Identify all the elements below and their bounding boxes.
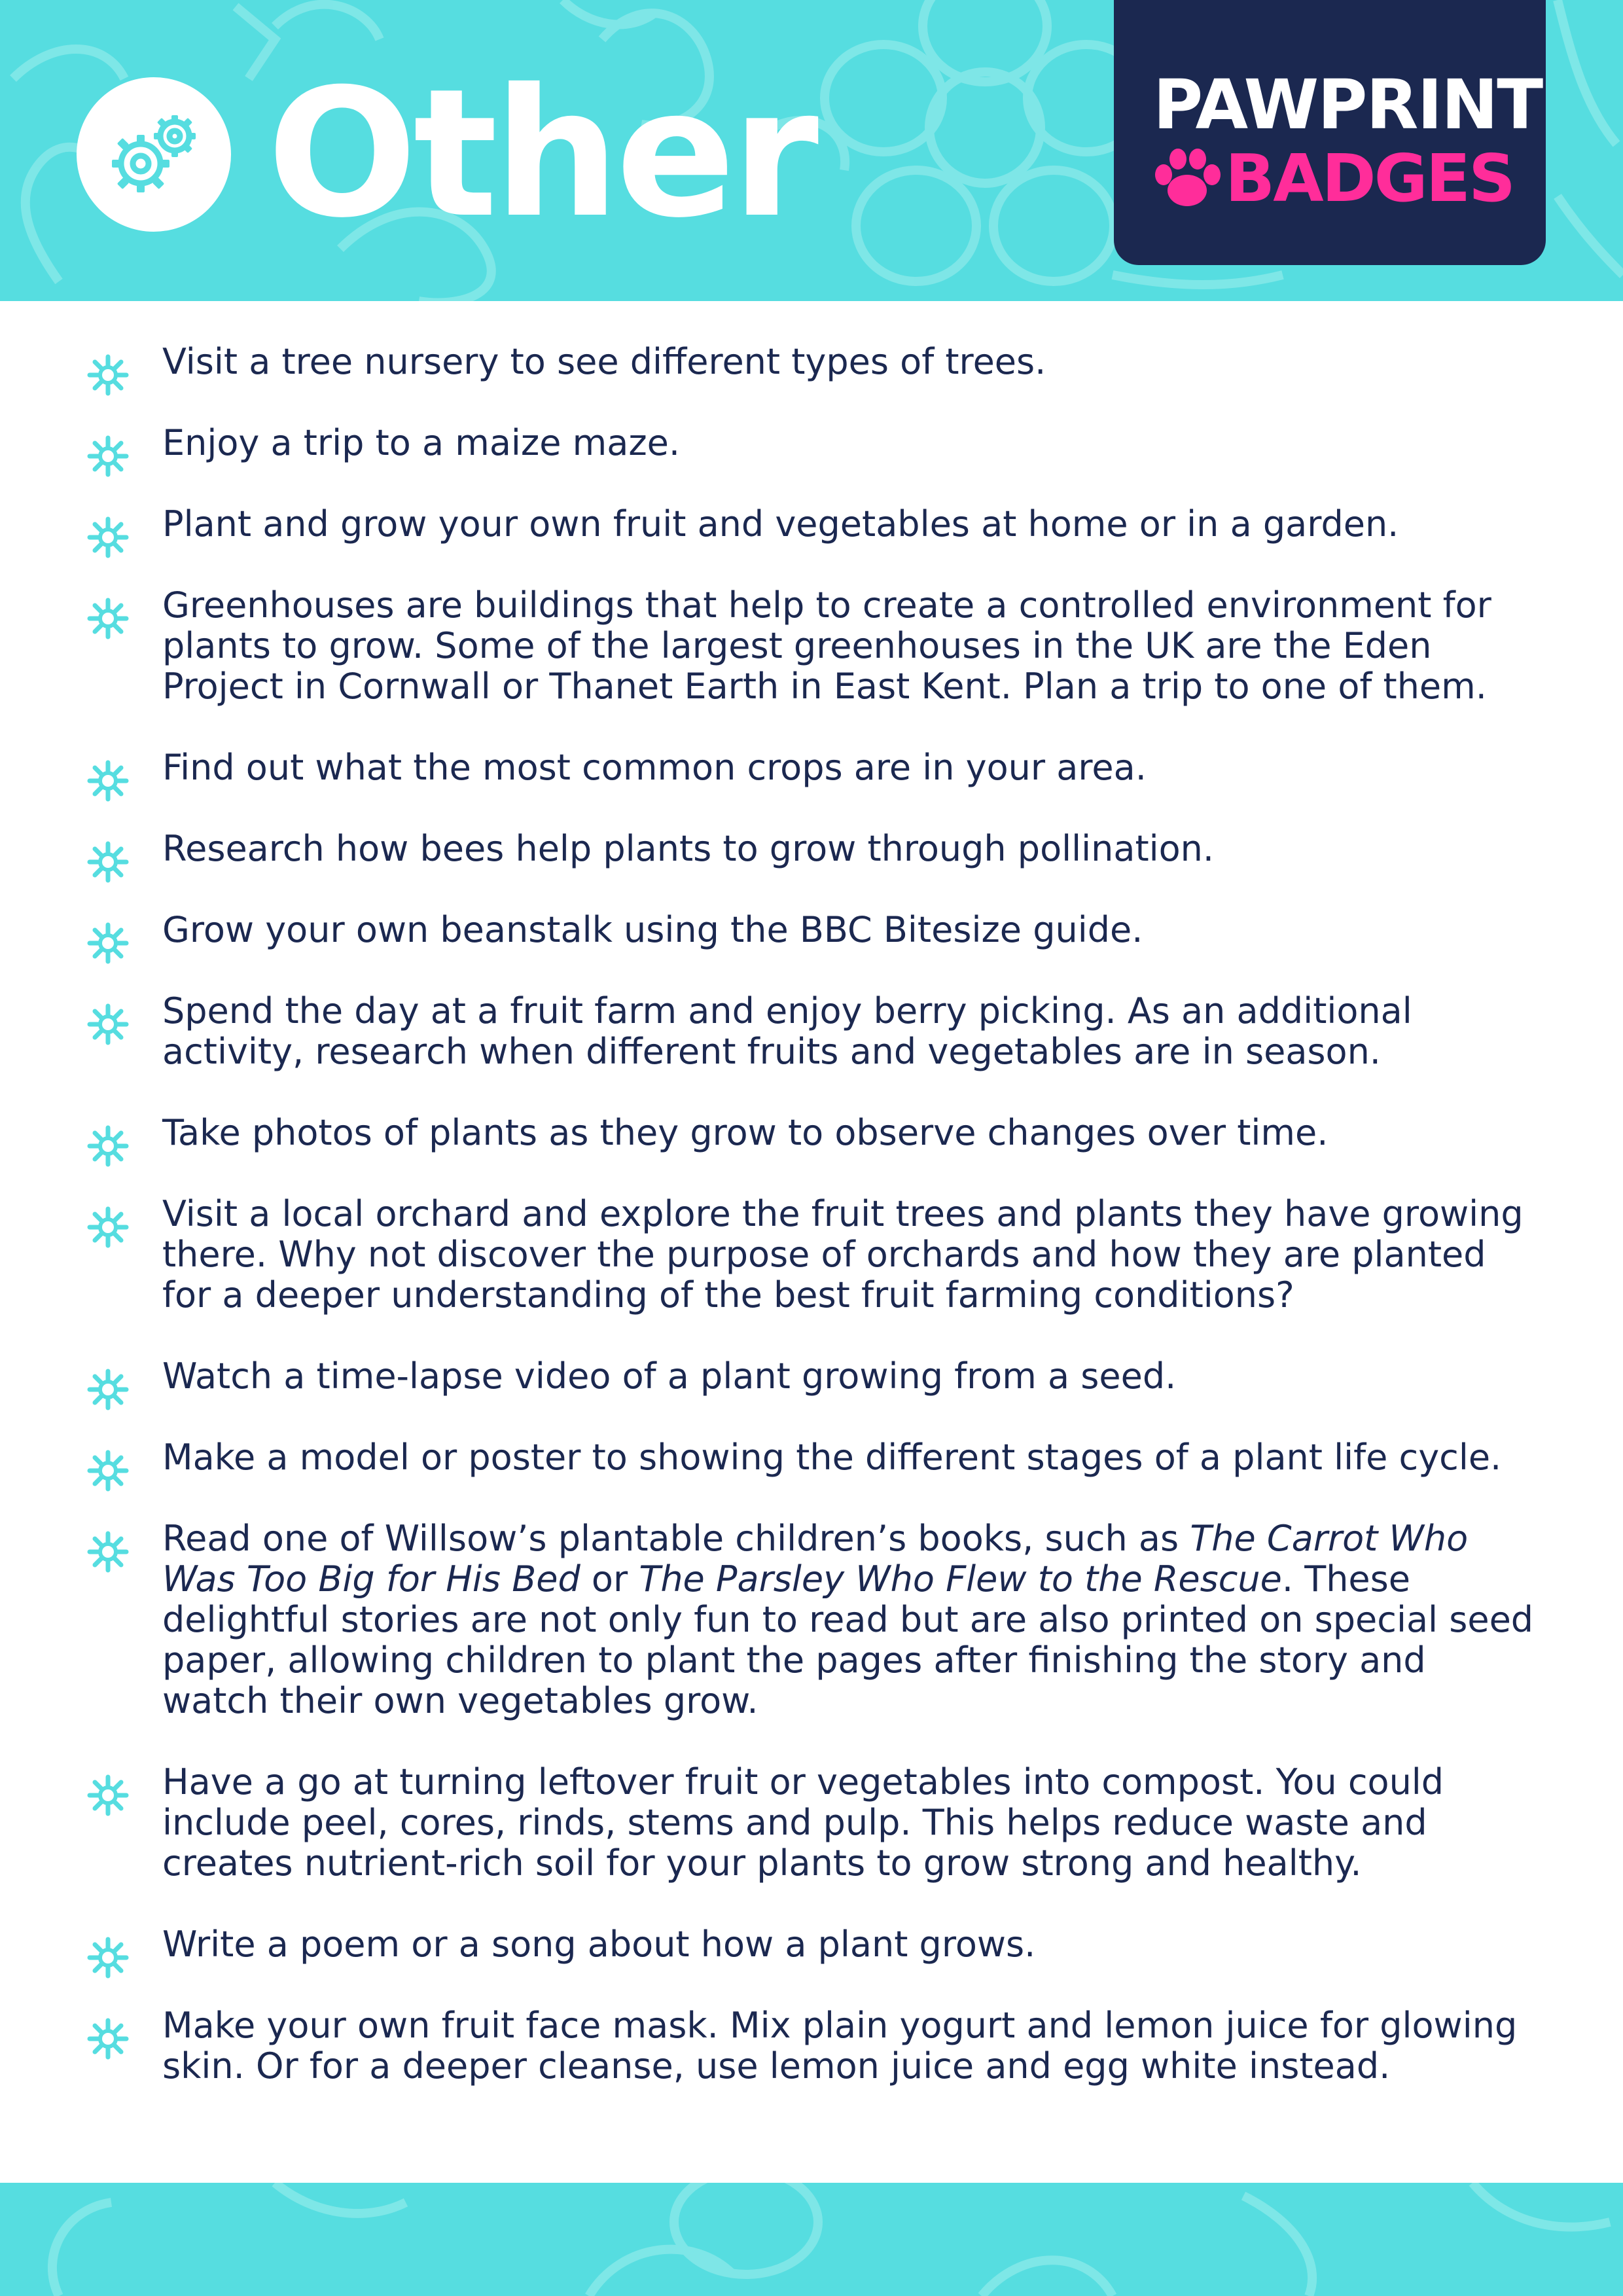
text-segment: Research how bees help plants to grow through pollination. <box>162 828 1215 869</box>
flower-bullet-icon <box>86 759 130 802</box>
list-item-text <box>162 1356 1538 1397</box>
flower-bullet-icon <box>86 1003 130 1046</box>
flower-bullet-icon <box>86 1530 130 1573</box>
list-item <box>0 747 1623 788</box>
text-segment: Plant and grow your own fruit and vegetables at home or in a garden. <box>162 503 1399 545</box>
page-title: Other <box>267 50 815 257</box>
flower-bullet-icon <box>86 1936 130 1979</box>
list-item <box>0 991 1623 1072</box>
text-segment: Enjoy a trip to a maize maze. <box>162 422 681 463</box>
text-segment: Take photos of plants as they grow to observe changes over time. <box>162 1112 1329 1153</box>
list-item <box>0 504 1623 545</box>
flower-bullet-icon <box>86 597 130 640</box>
logo-text-pawprint: PAWPRINT <box>1153 65 1543 145</box>
flower-bullet-icon <box>86 1124 130 1168</box>
list-item-text <box>162 1924 1538 1965</box>
list-item-text <box>162 423 1538 463</box>
text-segment: Greenhouses are buildings that help to create a controlled environment for plants to grow. Some of the largest greenhouses in the UK are the Eden Project in Cornwall or Thanet Earth in East Kent. Plan a trip to one of them. <box>162 584 1491 707</box>
text-segment: Make your own fruit face mask. Mix plain yogurt and lemon juice for glowing skin. Or for a deeper cleanse, use lemon juice and egg white instead. <box>162 2005 1518 2087</box>
list-item <box>0 423 1623 463</box>
list-item <box>0 1518 1623 1721</box>
list-item <box>0 1762 1623 1884</box>
header-banner <box>0 0 1623 301</box>
text-segment: Grow your own beanstalk using the BBC Bitesize guide. <box>162 909 1143 950</box>
pawprint-badges-logo <box>1114 0 1546 265</box>
list-item-text <box>162 1113 1538 1153</box>
list-item <box>0 585 1623 707</box>
list-item-text <box>162 1762 1538 1884</box>
footer-pattern-decoration <box>0 2183 1623 2296</box>
list-item <box>0 342 1623 382</box>
text-segment: Visit a tree nursery to see different types of trees. <box>162 341 1046 382</box>
list-item-text <box>162 747 1538 788</box>
text-segment: . These delightful stories are not only fun to read but are also printed on special seed paper, allowing children to plant the pages after finishing the story and watch their own vegetables grow. <box>162 1558 1534 1721</box>
activity-list <box>0 342 1623 2127</box>
list-item <box>0 2005 1623 2087</box>
logo-text-badges: BADGES <box>1225 140 1514 217</box>
text-segment: Read one of Willsow’s plantable children’s books, such as <box>162 1518 1190 1559</box>
flower-bullet-icon <box>86 840 130 884</box>
text-segment: Find out what the most common crops are in your area. <box>162 747 1147 788</box>
flower-bullet-icon <box>86 353 130 397</box>
text-segment: Make a model or poster to showing the different stages of a plant life cycle. <box>162 1437 1502 1478</box>
text-segment: Visit a local orchard and explore the fruit trees and plants they have growing there. Why not discover the purpose of orchards and how they are planted for a deeper understanding of the best fruit farming conditions? <box>162 1193 1524 1316</box>
text-segment: Write a poem or a song about how a plant grows. <box>162 1924 1036 1965</box>
footer-banner <box>0 2183 1623 2296</box>
text-segment: Watch a time-lapse video of a plant growing from a seed. <box>162 1355 1177 1397</box>
list-item <box>0 829 1623 869</box>
flower-bullet-icon <box>86 1368 130 1411</box>
list-item-text <box>162 2005 1538 2087</box>
flower-bullet-icon <box>86 2017 130 2060</box>
flower-bullet-icon <box>86 516 130 559</box>
paw-icon <box>1153 147 1222 209</box>
text-segment: Spend the day at a fruit farm and enjoy berry picking. As an additional activity, research when different fruits and vegetables are in season. <box>162 990 1412 1072</box>
list-item <box>0 1356 1623 1397</box>
flower-bullet-icon <box>86 1774 130 1817</box>
list-item <box>0 910 1623 950</box>
book-title: The Parsley Who Flew to the Rescue <box>639 1558 1282 1600</box>
list-item-text <box>162 342 1538 382</box>
gears-icon-badge <box>77 77 231 232</box>
book-title: The Carrot Who Was Too Big for His Bed <box>162 1518 1469 1600</box>
list-item-text <box>162 585 1538 707</box>
list-item <box>0 1194 1623 1316</box>
text-segment: Have a go at turning leftover fruit or vegetables into compost. You could include peel, cores, rinds, stems and pulp. This helps reduce waste and creates nutrient-rich soil for your plants to grow strong and healthy. <box>162 1761 1444 1884</box>
flower-bullet-icon <box>86 435 130 478</box>
list-item <box>0 1113 1623 1153</box>
list-item-text <box>162 1437 1538 1478</box>
list-item-text <box>162 991 1538 1072</box>
list-item <box>0 1924 1623 1965</box>
flower-bullet-icon <box>86 922 130 965</box>
list-item-text <box>162 829 1538 869</box>
list-item-text <box>162 910 1538 950</box>
list-item-text <box>162 504 1538 545</box>
flower-bullet-icon <box>86 1206 130 1249</box>
list-item <box>0 1437 1623 1478</box>
list-item-text <box>162 1518 1538 1721</box>
list-item-text <box>162 1194 1538 1316</box>
text-segment: or <box>580 1558 639 1600</box>
gears-icon <box>77 77 231 232</box>
flower-bullet-icon <box>86 1449 130 1492</box>
